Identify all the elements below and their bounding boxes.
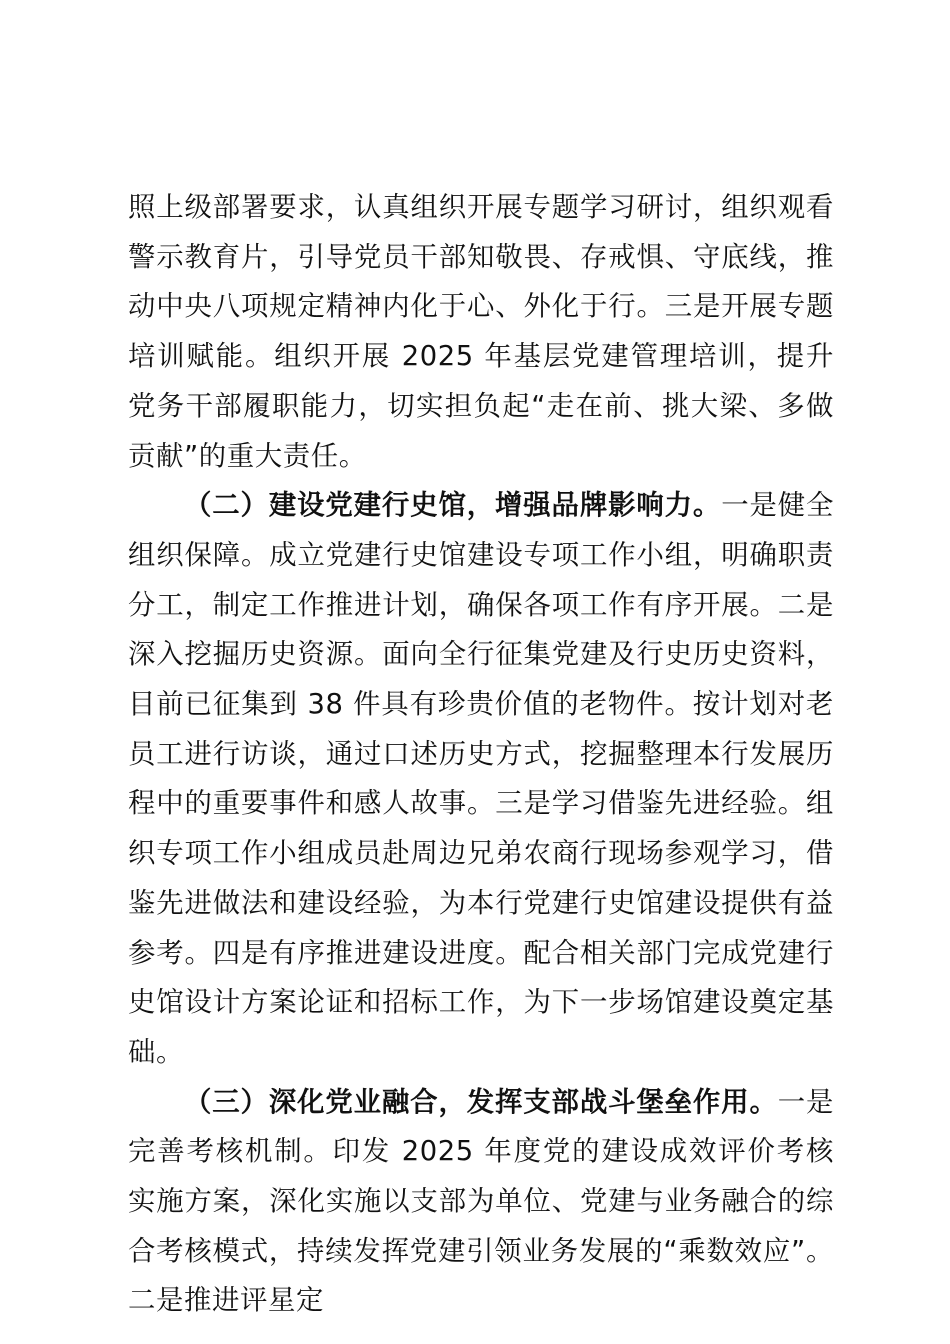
section-heading: （二）建设党建行史馆，增强品牌影响力。 [184, 490, 722, 522]
paragraph-section-2 [128, 481, 834, 1077]
paragraph-section-3 [128, 1078, 834, 1327]
paragraph-text: 一是健全组织保障。成立党建行史馆建设专项工作小组，明确职责分工，制定工作推进计划，确保各项工作有序开展。二是深入挖掘历史资源。面向全行征集党建及行史历史资料，目前已征集到 38 件具有珍贵价值的老物件。按计划对老员工进行访谈，通过口述历史方式，挖掘整理本行发展历程中的重要事件和感人故事。三是学习借鉴先进经验。组织专项工作小组成员赴周边兄弟农商行现场参观学习，借鉴先进做法和建设经验，为本行党建行史馆建设提供有益参考。四是有序推进建设进度。配合相关部门完成党建行史馆设计方案论证和招标工作，为下一步场馆建设奠定基础。 [128, 490, 834, 1068]
document-page [128, 183, 834, 1326]
paragraph-text: 照上级部署要求，认真组织开展专题学习研讨，组织观看警示教育片，引导党员干部知敬畏、存戒惧、守底线，推动中央八项规定精神内化于心、外化于行。三是开展专题培训赋能。组织开展 2025 年基层党建管理培训，提升党务干部履职能力，切实担负起“走在前、挑大梁、多做贡献”的重大责任。 [128, 192, 834, 472]
paragraph-continuation [128, 183, 834, 481]
section-heading: （三）深化党业融合，发挥支部战斗堡垒作用。 [184, 1086, 778, 1118]
paragraph-text: 一是完善考核机制。印发 2025 年度党的建设成效评价考核实施方案，深化实施以支部为单位、党建与业务融合的综合考核模式，持续发挥党建引领业务发展的“乘数效应”。二是推进评星定 [128, 1086, 834, 1317]
